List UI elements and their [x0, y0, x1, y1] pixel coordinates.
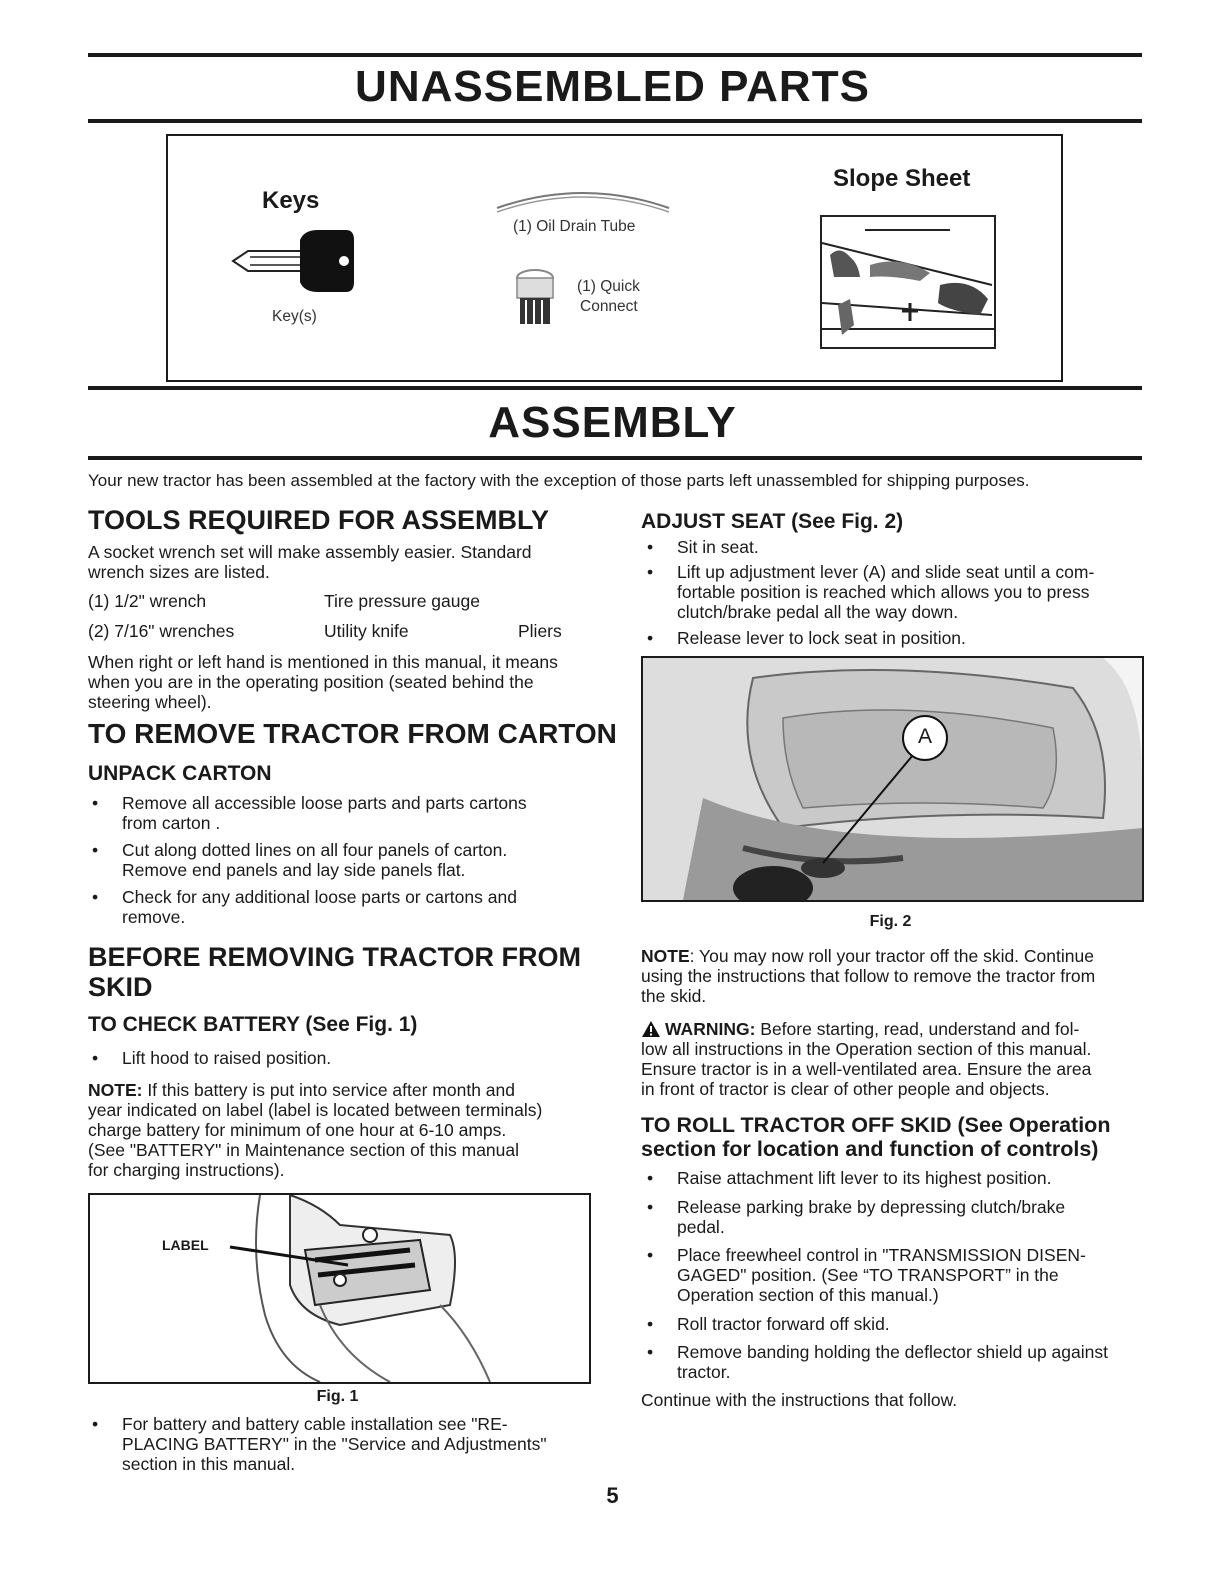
- keys-heading: Keys: [262, 187, 320, 214]
- hand-note-2: when you are in the operating position (seated behind the: [88, 672, 534, 692]
- seat-illustration: [643, 658, 1142, 900]
- oil-drain-tube-caption: (1) Oil Drain Tube: [513, 218, 636, 235]
- assembly-intro: Your new tractor has been assembled at the factory with the exception of those parts left unassembled for shipping purposes.: [88, 471, 1030, 490]
- battery-note-4: (See "BATTERY" in Maintenance section of this manual: [88, 1140, 520, 1160]
- tools-row1-col1: (1) 1/2" wrench: [88, 591, 207, 611]
- hand-note-3: steering wheel).: [88, 692, 212, 712]
- seat-note-3: the skid.: [641, 986, 707, 1006]
- warning-label: WARNING:: [665, 1019, 756, 1039]
- unpack-bullet: • Remove all accessible loose parts and parts cartons from carton .: [92, 793, 527, 833]
- tools-heading: TOOLS REQUIRED FOR ASSEMBLY: [88, 505, 550, 535]
- quick-connect-caption-2: Connect: [580, 298, 638, 315]
- roll-bullet: • Place freewheel control in "TRANSMISSION DISEN- GAGED" position. (See “TO TRANSPORT” in the Operation section of this manual.): [647, 1245, 1086, 1305]
- roll-tractor-heading-1: TO ROLL TRACTOR OFF SKID (See Operation: [641, 1113, 1111, 1137]
- warning-line-3: Ensure tractor is in a well-ventilated area. Ensure the area: [641, 1059, 1092, 1079]
- before-removing-heading-1: BEFORE REMOVING TRACTOR FROM: [88, 942, 582, 972]
- quick-connect-illustration: [510, 268, 560, 328]
- battery-bullet: • Lift hood to raised position.: [92, 1048, 332, 1068]
- seat-bullet: • Release lever to lock seat in position.: [647, 628, 966, 648]
- figure-1-label: LABEL: [162, 1237, 209, 1253]
- tools-row2-col3: Pliers: [518, 621, 562, 641]
- warning-icon: [641, 1020, 661, 1038]
- adjust-seat-heading: ADJUST SEAT (See Fig. 2): [641, 510, 904, 533]
- tools-intro-2: wrench sizes are listed.: [88, 562, 270, 582]
- roll-bullet: • Remove banding holding the deflector shield up against tractor.: [647, 1342, 1108, 1382]
- unpack-carton-heading: UNPACK CARTON: [88, 762, 272, 785]
- warning-line-4: in front of tractor is clear of other people and objects.: [641, 1079, 1050, 1099]
- tools-intro-1: A socket wrench set will make assembly easier. Standard: [88, 542, 532, 562]
- unassembled-title-rule: [88, 119, 1142, 123]
- warning-line-1: WARNING: Before starting, read, understand and fol-: [641, 1019, 1079, 1039]
- assembly-top-rule: [88, 386, 1142, 390]
- tools-row1-col2: Tire pressure gauge: [324, 591, 480, 611]
- quick-connect-caption-1: (1) Quick: [577, 278, 640, 295]
- battery-note-1: NOTE: If this battery is put into service after month and: [88, 1080, 515, 1100]
- key-caption: Key(s): [272, 308, 317, 325]
- assembly-title-rule: [88, 456, 1142, 460]
- figure-1-frame: [88, 1193, 591, 1384]
- before-removing-heading-2: SKID: [88, 972, 153, 1002]
- assembly-title: ASSEMBLY: [488, 398, 737, 447]
- seat-note-2: using the instructions that follow to remove the tractor from: [641, 966, 1096, 986]
- key-illustration: [228, 226, 358, 296]
- unassembled-title: UNASSEMBLED PARTS: [355, 62, 870, 111]
- battery-note-2: year indicated on label (label is located between terminals): [88, 1100, 543, 1120]
- unpack-bullet: • Cut along dotted lines on all four panels of carton. Remove end panels and lay side panels flat.: [92, 840, 508, 880]
- figure-2-frame: [641, 656, 1144, 902]
- oil-drain-tube-illustration: [493, 186, 673, 216]
- figure-1-caption: Fig. 1: [316, 1388, 359, 1405]
- unpack-bullet: • Check for any additional loose parts or cartons and remove.: [92, 887, 517, 927]
- seat-bullet: • Lift up adjustment lever (A) and slide seat until a com- fortable position is reached which allows you to press clutch/brake pedal all the way down.: [647, 562, 1095, 622]
- roll-tractor-heading-2: section for location and function of controls): [641, 1137, 1099, 1161]
- top-rule: [88, 53, 1142, 57]
- slope-sheet-illustration: [820, 215, 996, 349]
- page-number: 5: [606, 1483, 619, 1508]
- battery-install-bullet: • For battery and battery cable installation see "RE- PLACING BATTERY" in the "Service and Adjustments" section in this manual.: [92, 1414, 547, 1474]
- roll-bullet: • Raise attachment lift lever to its highest position.: [647, 1168, 1052, 1188]
- remove-heading: TO REMOVE TRACTOR FROM CARTON: [88, 718, 617, 749]
- seat-bullet: • Sit in seat.: [647, 537, 759, 557]
- tools-row2-col1: (2) 7/16" wrenches: [88, 621, 235, 641]
- battery-note-5: for charging instructions).: [88, 1160, 285, 1180]
- check-battery-heading: TO CHECK BATTERY (See Fig. 1): [88, 1013, 418, 1036]
- note-label: NOTE: [641, 946, 690, 966]
- seat-note-1: NOTE: You may now roll your tractor off the skid. Continue: [641, 946, 1094, 966]
- battery-note-3: charge battery for minimum of one hour at 6-10 amps.: [88, 1120, 507, 1140]
- battery-illustration: [90, 1195, 589, 1382]
- roll-closing: Continue with the instructions that follow.: [641, 1390, 958, 1410]
- figure-2-caption: Fig. 2: [869, 913, 912, 930]
- tools-row2-col2: Utility knife: [324, 621, 409, 641]
- hand-note-1: When right or left hand is mentioned in this manual, it means: [88, 652, 558, 672]
- slope-sheet-heading: Slope Sheet: [833, 165, 971, 192]
- note-label: NOTE:: [88, 1080, 143, 1100]
- warning-line-2: low all instructions in the Operation section of this manual.: [641, 1039, 1092, 1059]
- roll-bullet: • Roll tractor forward off skid.: [647, 1314, 890, 1334]
- figure-2-callout-a: A: [917, 725, 932, 748]
- roll-bullet: • Release parking brake by depressing clutch/brake pedal.: [647, 1197, 1066, 1237]
